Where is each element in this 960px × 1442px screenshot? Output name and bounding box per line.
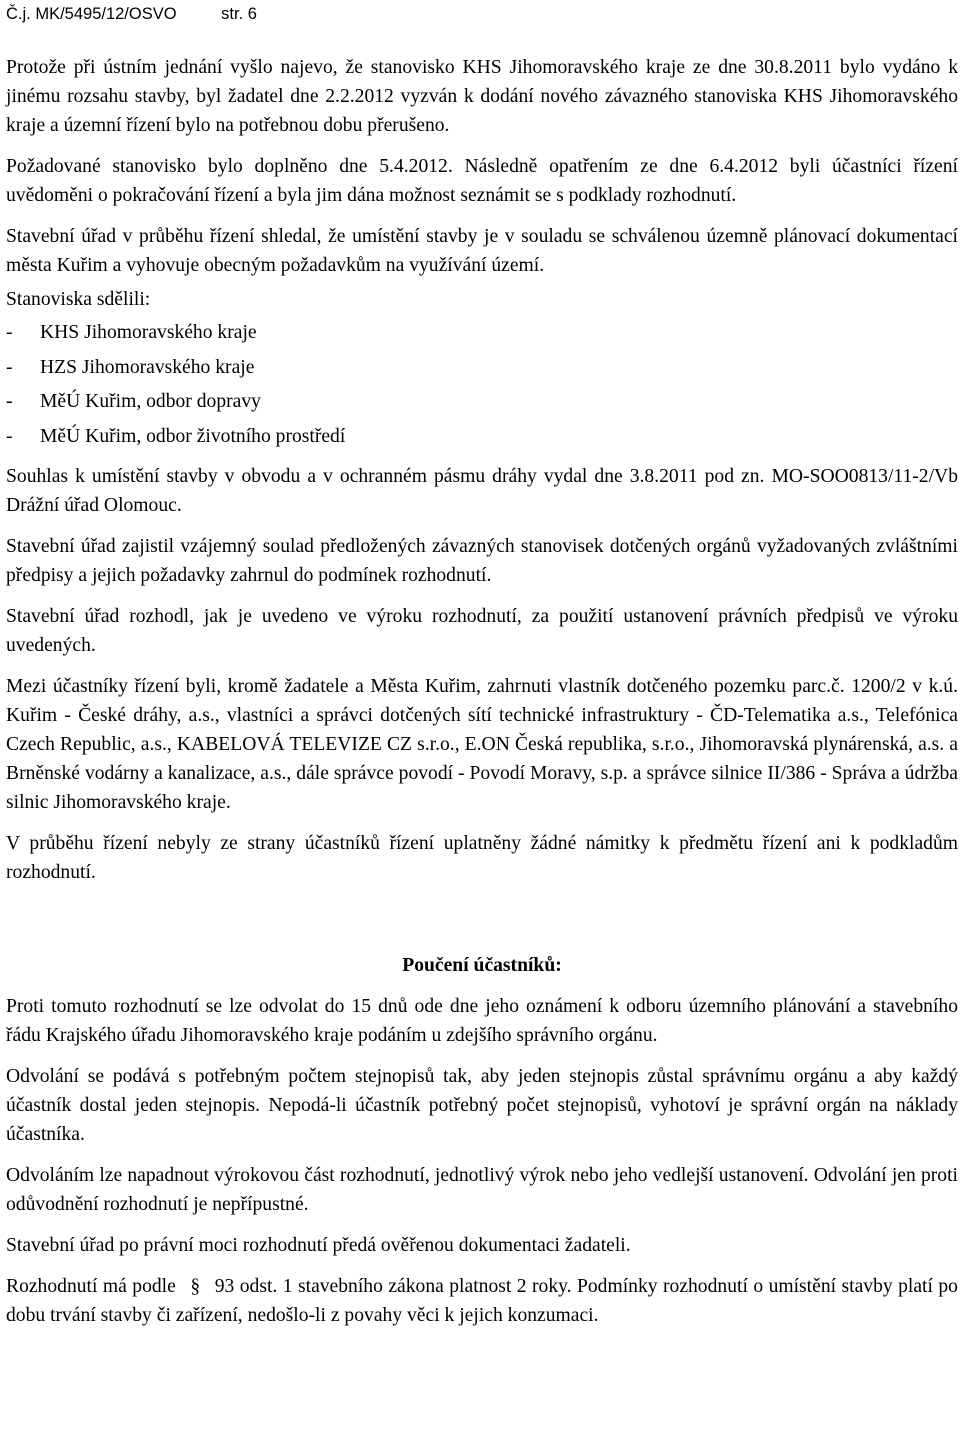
list-item: - HZS Jihomoravského kraje	[6, 351, 958, 386]
document-body	[6, 53, 958, 1342]
list-item: - MěÚ Kuřim, odbor dopravy	[6, 385, 958, 420]
paragraph-no-objections: V průběhu řízení nebyly ze strany účastníků řízení uplatněny žádné námitky k předmětu řízení ani k podkladům rozhodnutí.	[6, 833, 958, 883]
list-item: - MěÚ Kuřim, odbor životního prostředí	[6, 420, 958, 455]
section-symbol: §	[190, 1276, 201, 1297]
page-header	[6, 4, 257, 24]
instruction-heading: Poučení účastníků:	[402, 955, 562, 976]
case-reference: Č.j. MK/5495/12/OSVO	[6, 5, 177, 23]
paragraph-appeal: Proti tomuto rozhodnutí se lze odvolat do 15 dnů ode dne jeho oznámení k odboru územního plánování a stavebního řádu Krajského úřadu Jihomoravského kraje podáním u zdejšího správního orgánu.	[6, 996, 958, 1046]
paragraph-railway-consent: Souhlas k umístění stavby v obvodu a v ochranném pásmu dráhy vydal dne 3.8.2011 pod zn. MO-SOO0813/11-2/Vb Drážní úřad Olomouc.	[6, 466, 958, 516]
spacer	[6, 899, 958, 951]
paragraph-appeal-copies: Odvolání se podává s potřebným počtem stejnopisů tak, aby jeden stejnopis zůstal správnímu orgánu a aby každý účastník dostal jeden stejnopis. Nepodá-li účastník potřebný počet stejnopisů, vyhotoví je správní orgán na náklady účastníka.	[6, 1066, 958, 1145]
paragraph-compliance: Stavební úřad v průběhu řízení shledal, že umístění stavby je v souladu se schválenou územně plánovací dokumentací města Kuřim a vyhovuje obecným požadavkům na využívání území.	[6, 226, 958, 276]
validity-text-start: Rozhodnutí má podle	[6, 1276, 176, 1297]
paragraph-validity	[6, 1272, 958, 1330]
paragraph-documentation: Stavební úřad po právní moci rozhodnutí předá ověřenou dokumentaci žadateli.	[6, 1235, 631, 1256]
validity-text-end: 93 odst. 1 stavebního zákona platnost 2 roky. Podmínky rozhodnutí o umístění stavby platí po dobu trvání stavby či zařízení, nedošlo-li z povahy věci k jejich konzumaci.	[6, 1276, 958, 1326]
paragraph-decision-basis: Stavební úřad rozhodl, jak je uvedeno ve výroku rozhodnutí, za použití ustanovení právních předpisů ve výroku uvedených.	[6, 606, 958, 656]
paragraph-interruption: Protože při ústním jednání vyšlo najevo, že stanovisko KHS Jihomoravského kraje ze dne 30.8.2011 bylo vydáno k jinému rozsahu stavby, byl žadatel dne 2.2.2012 vyzván k dodání nového závazného stanoviska KHS Jihomoravského kraje a územní řízení bylo na potřebnou dobu přerušeno.	[6, 57, 958, 136]
paragraph-opinions-intro: Stanoviska sdělili:	[6, 289, 151, 310]
paragraph-participants: Mezi účastníky řízení byli, kromě žadatele a Města Kuřim, zahrnuti vlastník dotčeného pozemku parc.č. 1200/2 v k.ú. Kuřim - České dráhy, a.s., vlastníci a správci dotčených sítí technické infrastruktury - ČD-Telematika a.s., Telefónica Czech Republic, a.s., KABELOVÁ TELEVIZE CZ s.r.o., E.ON Česká republika, s.r.o., Jihomoravská plynárenská, a.s. a Brněnské vodárny a kanalizace, a.s., dále správce povodí - Povodí Moravy, s.p. a správce silnice II/386 - Správa a údržba silnic Jihomoravského kraje.	[6, 676, 958, 813]
authorities-list	[6, 316, 958, 454]
page-number: str. 6	[221, 5, 257, 23]
paragraph-appeal-scope: Odvoláním lze napadnout výrokovou část rozhodnutí, jednotlivý výrok nebo jeho vedlejší ustanovení. Odvolání jen proti odůvodnění rozhodnutí je nepřípustné.	[6, 1165, 958, 1215]
paragraph-continuation: Požadované stanovisko bylo doplněno dne 5.4.2012. Následně opatřením ze dne 6.4.2012 byli účastníci řízení uvědoměni o pokračování řízení a byla jim dána možnost seznámit se s podklady rozhodnutí.	[6, 156, 958, 206]
list-item: - KHS Jihomoravského kraje	[6, 316, 958, 351]
paragraph-harmony: Stavební úřad zajistil vzájemný soulad předložených závazných stanovisek dotčených orgánů vyžadovaných zvláštními předpisy a jejich požadavky zahrnul do podmínek rozhodnutí.	[6, 536, 958, 586]
